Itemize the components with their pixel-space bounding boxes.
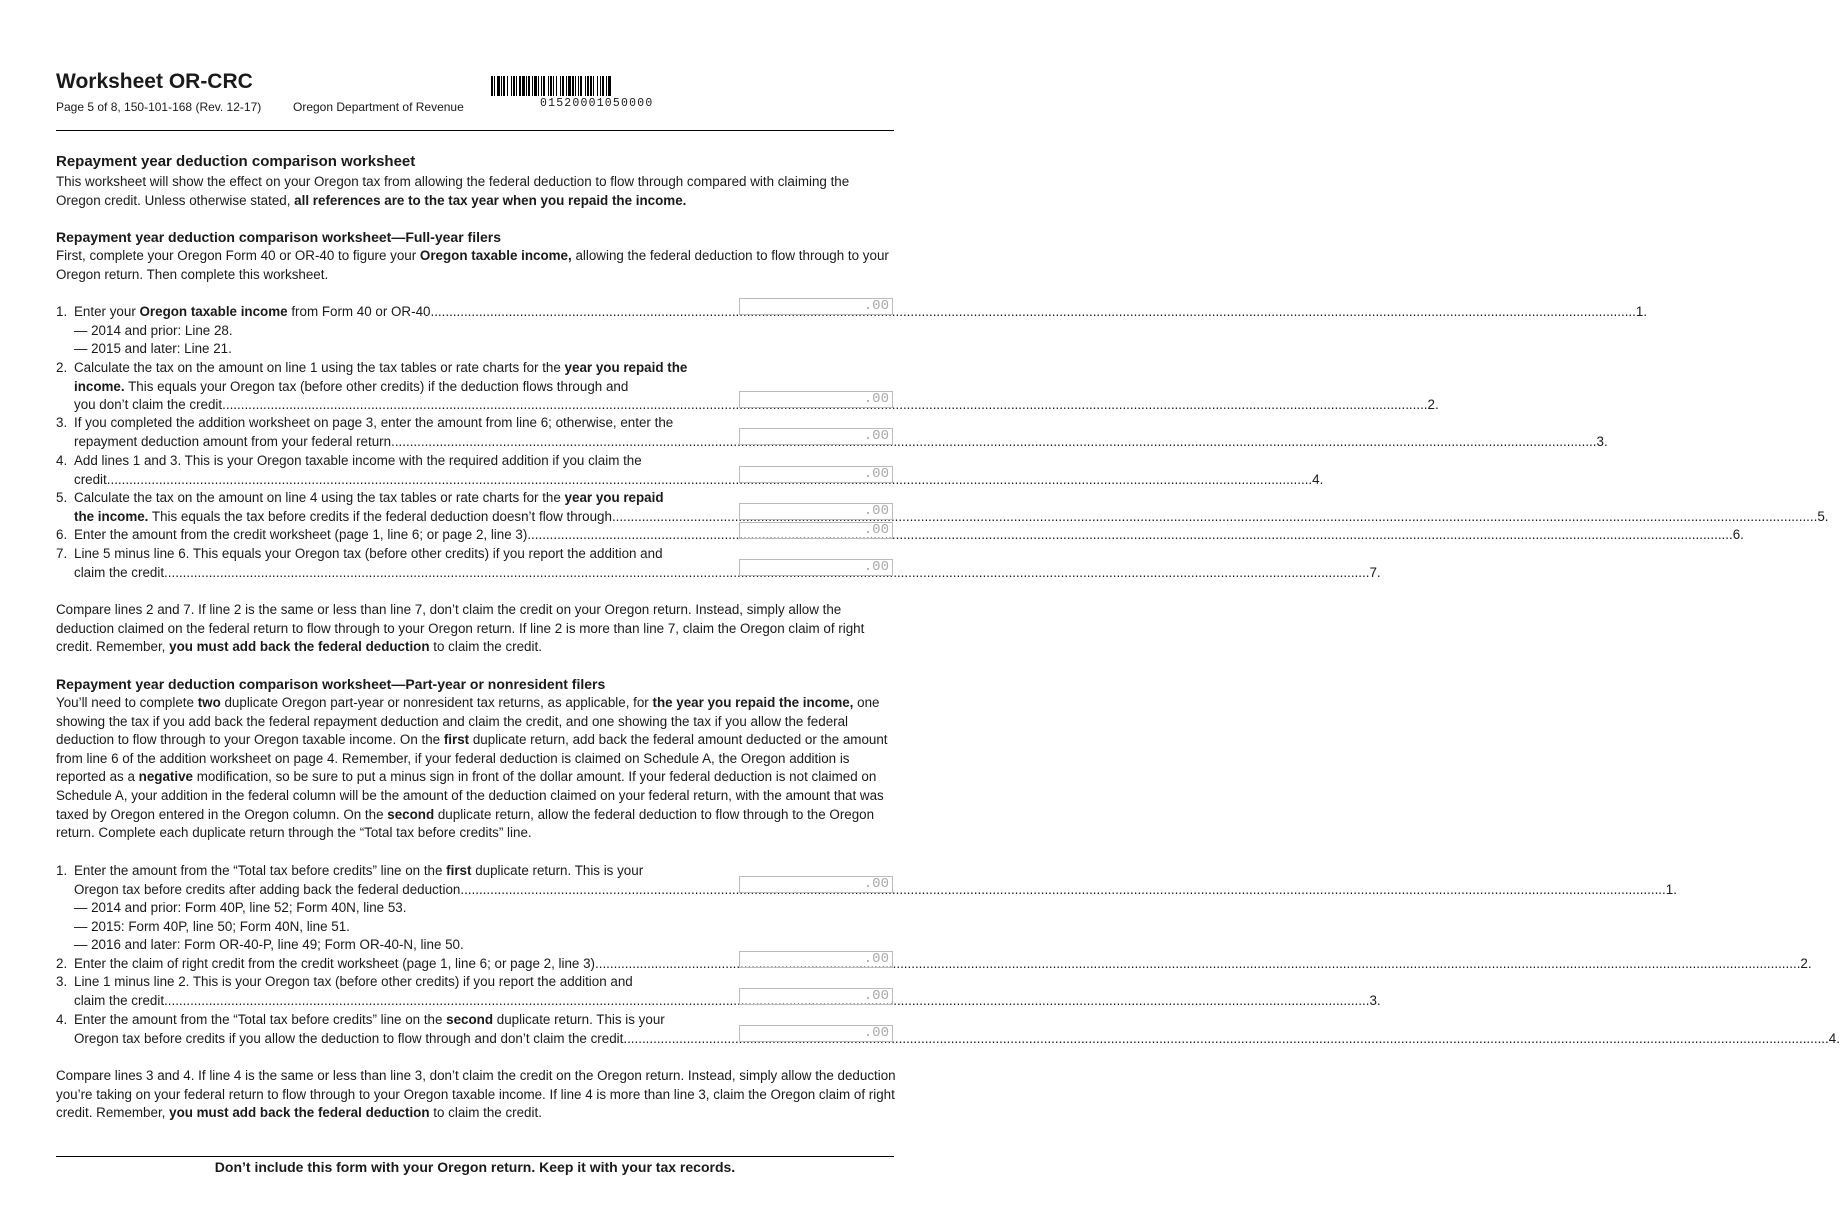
full-year-line-5-field[interactable]: .00 <box>739 503 893 520</box>
full-year-line-6: 6. Enter the amount from the credit worksheet (page 1, line 6; or page 2, line 3) ..... 6. <box>56 526 726 545</box>
full-year-line-5: 5. Calculate the tax on the amount on line 4 using the tax tables or rate charts for the year you repaid the income. This equals the tax before credits if the federal deduction doesn’t flow through ..... 5. <box>56 489 726 526</box>
section-heading: Repayment year deduction comparison worksheet <box>56 153 416 170</box>
full-year-line-4-field[interactable]: .00 <box>739 466 893 483</box>
header-divider <box>56 130 894 131</box>
footer-divider <box>56 1156 894 1157</box>
part-year-line-2-field[interactable]: .00 <box>739 951 893 968</box>
part-year-compare-note: Compare lines 3 and 4. If line 4 is the same or less than line 3, don’t claim the credit on the Oregon return. Instead, simply allow the deduction you’re taking on your federal return to flow through to your Oregon taxable income. If line 4 is more than line 3, claim the Oregon claim of right credit. Remember, you must add back the federal deduction to claim the credit. <box>56 1068 896 1121</box>
section-intro: This worksheet will show the effect on your Oregon tax from allowing the federal deduction to flow through compared with claiming the Oregon credit. Unless otherwise stated, all references are to the tax year when you repaid the income. <box>56 174 850 208</box>
part-year-line-3: 3. Line 1 minus line 2. This is your Oregon tax (before other credits) if you report the addition and claim the credit ..... 3. <box>56 973 726 1010</box>
full-year-line-2-field[interactable]: .00 <box>739 391 893 408</box>
part-year-line-4: 4. Enter the amount from the “Total tax before credits” line on the second duplicate return. This is your Oregon tax before credits if you allow the deduction to flow through and don’t claim the credit ..... 4. <box>56 1011 726 1048</box>
full-year-line-3-field[interactable]: .00 <box>739 428 893 445</box>
full-year-line-4: 4. Add lines 1 and 3. This is your Oregon taxable income with the required addition if you claim the credit ..... 4. <box>56 452 726 489</box>
agency-name: Oregon Department of Revenue <box>293 100 464 114</box>
part-year-line-3-field[interactable]: .00 <box>739 988 893 1005</box>
full-year-compare-note: Compare lines 2 and 7. If line 2 is the same or less than line 7, don’t claim the credit on your Oregon return. Instead, simply allow the deduction claimed on the federal return to flow through to your Oregon return. If line 2 is more than line 7, claim the Oregon claim of right credit. Remember, you must add back the federal deduction to claim the credit. <box>56 602 865 655</box>
part-year-line-2: 2. Enter the claim of right credit from the credit worksheet (page 1, line 6; or page 2, line 3) ..... 2. <box>56 955 726 974</box>
barcode <box>491 76 703 96</box>
barcode-number: 01520001050000 <box>540 97 654 110</box>
full-year-line-1: 1. Enter your Oregon taxable income from Form 40 or OR-40 ..... 1. — 2014 and prior: Line 28. — 2015 and later: Line 21. <box>56 303 726 359</box>
full-year-heading: Repayment year deduction comparison worksheet—Full-year filers <box>56 229 502 245</box>
full-year-line-7: 7. Line 5 minus line 6. This equals your Oregon tax (before other credits) if you report the addition and claim the credit ..... 7. <box>56 545 726 582</box>
full-year-line-2: 2. Calculate the tax on the amount on line 1 using the tax tables or rate charts for the year you repaid the income. This equals your Oregon tax (before other credits) if the deduction flows through and you don’t claim the credit ..... 2. <box>56 359 726 415</box>
full-year-intro: First, complete your Oregon Form 40 or OR-40 to figure your Oregon taxable income, allowing the federal deduction to flow through to your Oregon return. Then complete this worksheet. <box>56 248 889 282</box>
part-year-heading: Repayment year deduction comparison worksheet—Part-year or nonresident filers <box>56 676 606 692</box>
part-year-line-4-field[interactable]: .00 <box>739 1025 893 1042</box>
full-year-line-3: 3. If you completed the addition worksheet on page 3, enter the amount from line 6; otherwise, enter the repayment deduction amount from your federal return ..... 3. <box>56 414 726 451</box>
full-year-line-1-field[interactable]: .00 <box>739 298 893 315</box>
full-year-line-6-field[interactable]: .00 <box>739 522 893 539</box>
page-info: Page 5 of 8, 150-101-168 (Rev. 12-17) <box>56 100 262 114</box>
full-year-line-7-field[interactable]: .00 <box>739 559 893 576</box>
part-year-intro: You’ll need to complete two duplicate Oregon part-year or nonresident tax returns, as applicable, for the year you repaid the income, one showing the tax if you add back the federal repayment deduction and claim the credit, and one showing the tax if you allow the federal deduction to flow through to your Oregon taxable income. On the first duplicate return, add back the federal amount deducted or the amount from line 6 of the addition worksheet on page 4. Remember, if your federal deduction is claimed on Schedule A, the Oregon addition is reported as a negative modification, so be sure to put a minus sign in front of the dollar amount. If your federal deduction is not claimed on Schedule A, your addition in the federal column will be the amount of the deduction claimed on your federal return, with the amount that was taxed by Oregon entered in the Oregon column. On the second duplicate return, allow the federal deduction to flow through to the Oregon return. Complete each duplicate return through the “Total tax before credits” line. <box>56 695 888 841</box>
part-year-line-1: 1. Enter the amount from the “Total tax before credits” line on the first duplicate return. This is your Oregon tax before credits after adding back the federal deduction ..... 1. — 2014 and prior: Form 40P, line 52; Form 40N, line 53. — 2015: Form 40P, line 50; Form 40N, line 51. — 2016 and later: Form OR-40-P, line 49; Form OR-40-N, line 50. <box>56 862 726 955</box>
footer-note: Don’t include this form with your Oregon return. Keep it with your tax records. <box>214 1159 736 1175</box>
part-year-line-1-field[interactable]: .00 <box>739 876 893 893</box>
form-title: Worksheet OR-CRC <box>56 70 253 93</box>
